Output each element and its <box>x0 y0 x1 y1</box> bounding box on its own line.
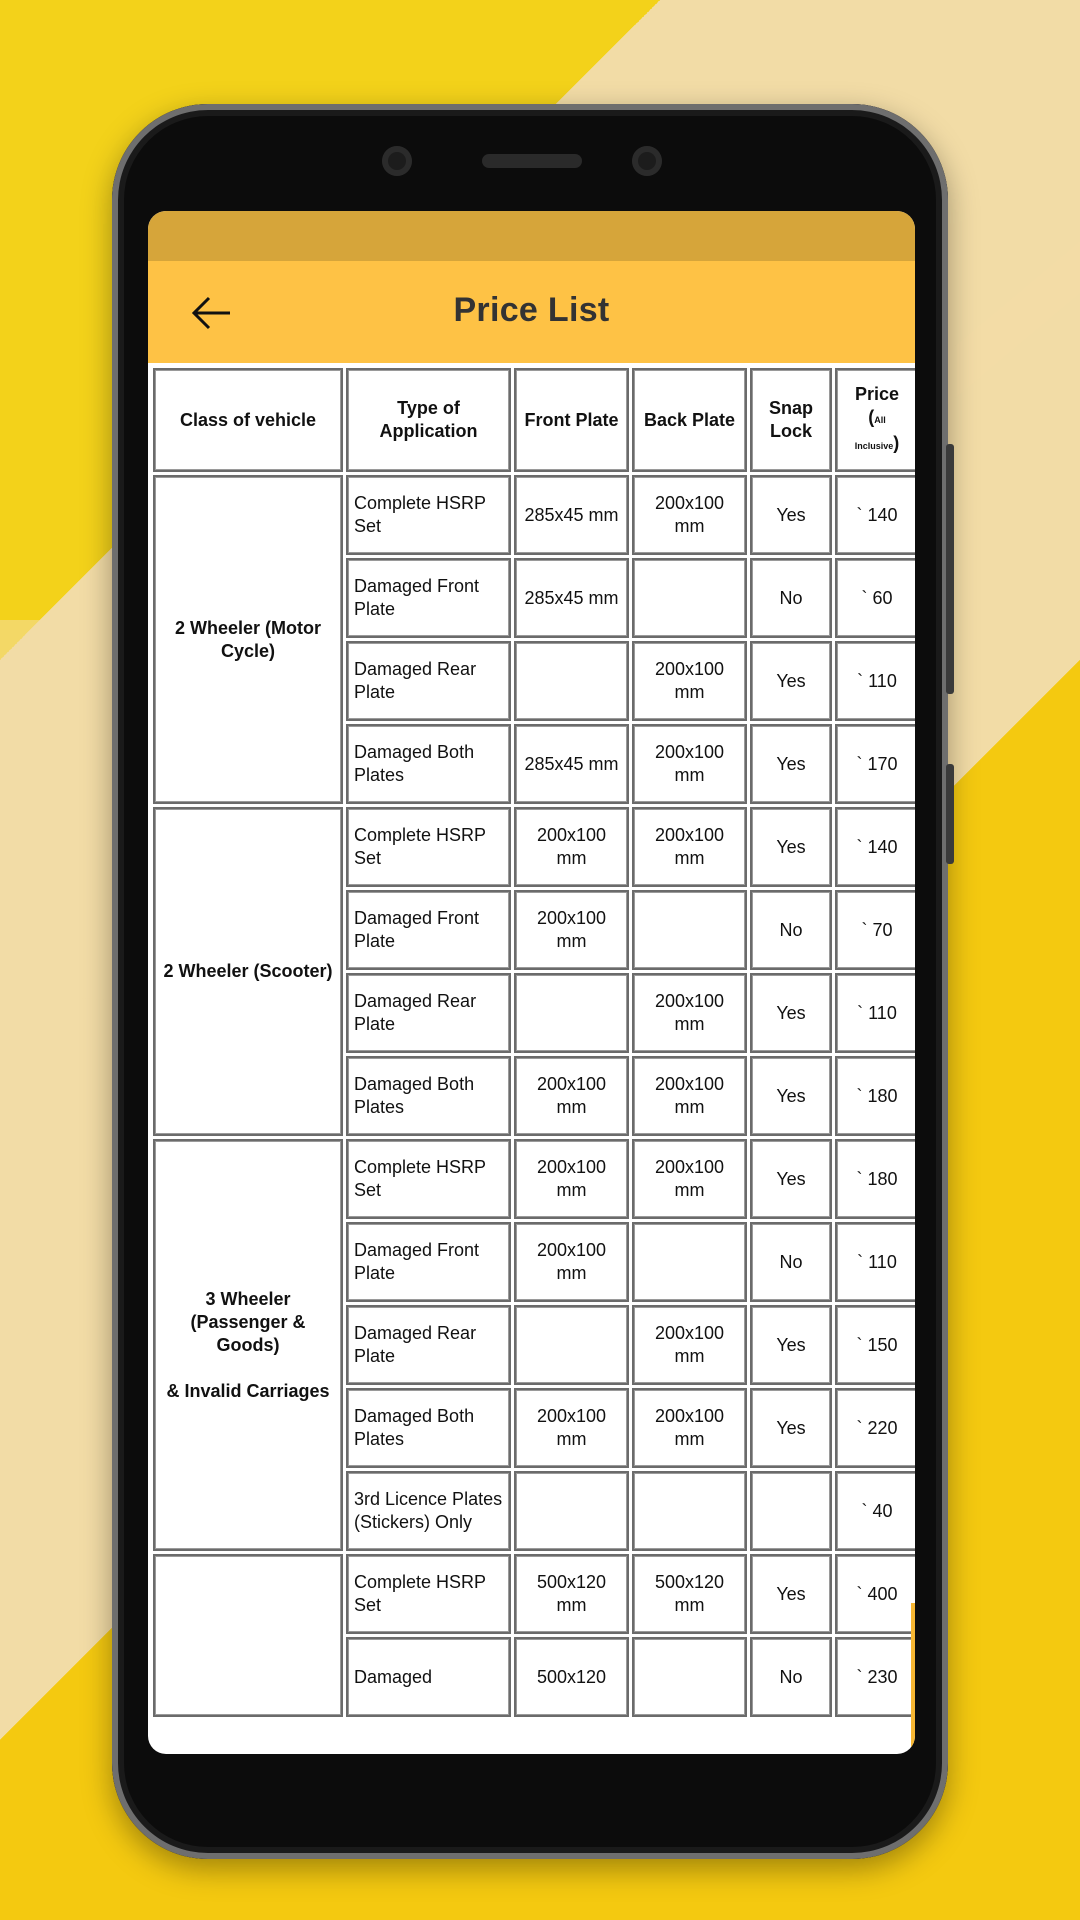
back-plate-cell: 200x100 mm <box>632 807 747 887</box>
application-type-cell: Complete HSRP Set <box>346 1554 511 1634</box>
header-front: Front Plate <box>514 368 629 472</box>
price-cell: ` 170 <box>835 724 915 804</box>
front-plate-cell: 500x120 <box>514 1637 629 1717</box>
header-price: Price (All Inclusive) <box>835 368 915 472</box>
application-type-cell: Damaged Both Plates <box>346 1056 511 1136</box>
back-plate-cell: 500x120 mm <box>632 1554 747 1634</box>
application-type-cell: Complete HSRP Set <box>346 1139 511 1219</box>
price-table <box>150 365 915 1720</box>
price-cell: ` 150 <box>835 1305 915 1385</box>
application-type-cell: Complete HSRP Set <box>346 807 511 887</box>
back-plate-cell: 200x100 mm <box>632 1139 747 1219</box>
price-cell: ` 60 <box>835 558 915 638</box>
application-type-cell: Damaged Rear Plate <box>346 1305 511 1385</box>
application-type-cell: 3rd Licence Plates (Stickers) Only <box>346 1471 511 1551</box>
front-plate-cell: 200x100 mm <box>514 1056 629 1136</box>
back-plate-cell: 200x100 mm <box>632 1388 747 1468</box>
price-cell: ` 220 <box>835 1388 915 1468</box>
back-plate-cell: 200x100 mm <box>632 724 747 804</box>
front-plate-cell: 285x45 mm <box>514 475 629 555</box>
table-row <box>153 1554 915 1634</box>
price-cell: ` 110 <box>835 641 915 721</box>
price-cell: ` 180 <box>835 1056 915 1136</box>
front-plate-cell: 285x45 mm <box>514 724 629 804</box>
power-button <box>946 764 954 864</box>
app-screen <box>148 211 915 1754</box>
back-plate-cell: 200x100 mm <box>632 1056 747 1136</box>
front-plate-cell <box>514 1471 629 1551</box>
front-plate-cell: 500x120 mm <box>514 1554 629 1634</box>
front-camera <box>382 146 412 176</box>
back-plate-cell: 200x100 mm <box>632 973 747 1053</box>
vehicle-class-cell <box>153 1554 343 1717</box>
back-plate-cell <box>632 1637 747 1717</box>
table-row <box>153 475 915 555</box>
snap-lock-cell: Yes <box>750 1305 832 1385</box>
header-back: Back Plate <box>632 368 747 472</box>
vehicle-class-label: & Invalid Carriages <box>166 1380 330 1401</box>
snap-lock-cell: Yes <box>750 641 832 721</box>
back-plate-cell <box>632 890 747 970</box>
front-plate-cell: 200x100 mm <box>514 1222 629 1302</box>
price-cell: ` 110 <box>835 973 915 1053</box>
price-cell: ` 180 <box>835 1139 915 1219</box>
header-snap: Snap Lock <box>750 368 832 472</box>
front-plate-cell: 285x45 mm <box>514 558 629 638</box>
price-cell: ` 230 <box>835 1637 915 1717</box>
snap-lock-cell: Yes <box>750 973 832 1053</box>
vehicle-class-cell <box>153 807 343 1136</box>
back-plate-cell: 200x100 mm <box>632 1305 747 1385</box>
application-type-cell: Damaged Both Plates <box>346 724 511 804</box>
application-type-cell: Damaged Rear Plate <box>346 973 511 1053</box>
sensor <box>632 146 662 176</box>
snap-lock-cell: Yes <box>750 807 832 887</box>
snap-lock-cell: No <box>750 890 832 970</box>
snap-lock-cell: Yes <box>750 1056 832 1136</box>
back-plate-cell <box>632 558 747 638</box>
price-cell: ` 140 <box>835 807 915 887</box>
price-cell: ` 40 <box>835 1471 915 1551</box>
price-cell: ` 140 <box>835 475 915 555</box>
snap-lock-cell: Yes <box>750 724 832 804</box>
front-plate-cell <box>514 973 629 1053</box>
price-cell: ` 110 <box>835 1222 915 1302</box>
status-bar <box>148 211 915 261</box>
vehicle-class-cell <box>153 475 343 804</box>
snap-lock-cell: Yes <box>750 1139 832 1219</box>
header-type: Type of Application <box>346 368 511 472</box>
price-cell: ` 70 <box>835 890 915 970</box>
application-type-cell: Damaged <box>346 1637 511 1717</box>
application-type-cell: Damaged Front Plate <box>346 890 511 970</box>
application-type-cell: Damaged Front Plate <box>346 1222 511 1302</box>
application-type-cell: Damaged Front Plate <box>346 558 511 638</box>
front-plate-cell: 200x100 mm <box>514 807 629 887</box>
front-plate-cell <box>514 641 629 721</box>
back-plate-cell <box>632 1471 747 1551</box>
table-header-row <box>153 368 915 472</box>
application-type-cell: Complete HSRP Set <box>346 475 511 555</box>
back-plate-cell <box>632 1222 747 1302</box>
volume-button <box>946 444 954 694</box>
front-plate-cell <box>514 1305 629 1385</box>
phone-frame <box>112 104 948 1859</box>
table-row <box>153 1139 915 1219</box>
table-row <box>153 807 915 887</box>
snap-lock-cell: No <box>750 1222 832 1302</box>
front-plate-cell: 200x100 mm <box>514 1139 629 1219</box>
vehicle-class-label: 2 Wheeler (Motor Cycle) <box>174 617 321 661</box>
vehicle-class-label: 2 Wheeler (Scooter) <box>163 961 333 981</box>
application-type-cell: Damaged Both Plates <box>346 1388 511 1468</box>
scrollbar[interactable] <box>911 1603 915 1753</box>
app-bar <box>148 261 915 363</box>
price-cell: ` 400 <box>835 1554 915 1634</box>
header-class: Class of vehicle <box>153 368 343 472</box>
snap-lock-cell <box>750 1471 832 1551</box>
back-plate-cell: 200x100 mm <box>632 475 747 555</box>
snap-lock-cell: No <box>750 1637 832 1717</box>
vehicle-class-label: 3 Wheeler (Passenger & Goods) <box>190 1288 306 1355</box>
back-plate-cell: 200x100 mm <box>632 641 747 721</box>
front-plate-cell: 200x100 mm <box>514 890 629 970</box>
page-title: Price List <box>453 291 610 329</box>
front-plate-cell: 200x100 mm <box>514 1388 629 1468</box>
snap-lock-cell: Yes <box>750 1554 832 1634</box>
vehicle-class-cell <box>153 1139 343 1551</box>
snap-lock-cell: Yes <box>750 475 832 555</box>
snap-lock-cell: Yes <box>750 1388 832 1468</box>
snap-lock-cell: No <box>750 558 832 638</box>
earpiece-speaker <box>482 154 582 168</box>
application-type-cell: Damaged Rear Plate <box>346 641 511 721</box>
